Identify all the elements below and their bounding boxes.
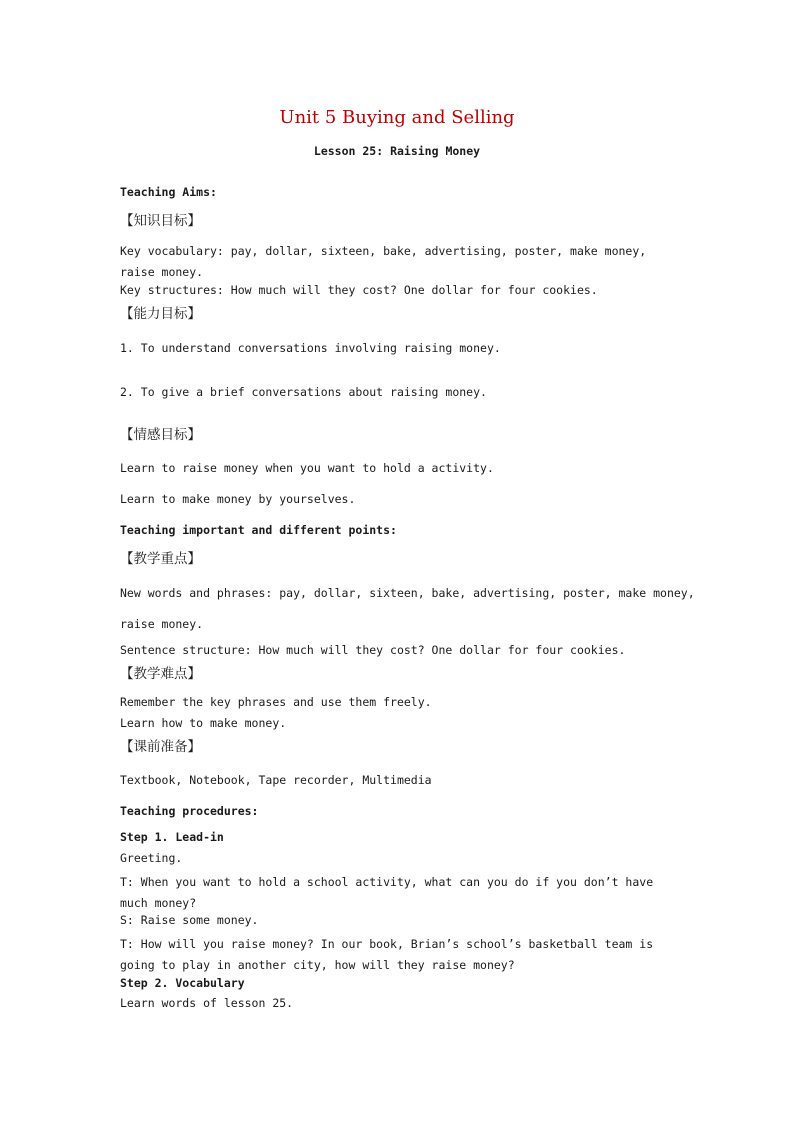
difficult-item-2: Learn how to make money.: [120, 716, 287, 730]
student-line: S: Raise some money.: [120, 913, 259, 927]
greeting-line: Greeting.: [120, 851, 183, 865]
key-vocabulary: Key vocabulary: pay, dollar, sixteen, bake, advertising, poster, make money, raise money.: [120, 244, 647, 279]
new-words-line-2: raise money.: [120, 617, 204, 631]
difficult-points-heading: 【教学难点】: [120, 666, 201, 682]
teacher-line-1: T: When you want to hold a school activity, what can you do if you don’t have much money?: [120, 875, 654, 910]
teaching-aims-heading: Teaching Aims:: [120, 185, 217, 199]
step-2-heading: Step 2. Vocabulary: [120, 976, 245, 990]
key-structures: Key structures: How much will they cost? One dollar for four cookies.: [120, 283, 598, 297]
step-1-heading: Step 1. Lead-in: [120, 830, 224, 844]
emotion-goal-heading: 【情感目标】: [120, 427, 201, 443]
important-points-heading: Teaching important and different points:: [120, 523, 397, 537]
ability-item-1: 1. To understand conversations involving raising money.: [120, 341, 501, 355]
emotion-item-2: Learn to make money by yourselves.: [120, 492, 356, 506]
ability-goal-heading: 【能力目标】: [120, 306, 201, 322]
preparation-heading: 【课前准备】: [120, 739, 201, 755]
sentence-structure: Sentence structure: How much will they cost? One dollar for four cookies.: [120, 643, 626, 657]
key-points-heading: 【教学重点】: [120, 551, 201, 567]
ability-item-2: 2. To give a brief conversations about raising money.: [120, 385, 487, 399]
new-words-line-1: New words and phrases: pay, dollar, sixteen, bake, advertising, poster, make money,: [120, 586, 695, 600]
page-title: Unit 5 Buying and Selling: [279, 107, 515, 128]
difficult-item-1: Remember the key phrases and use them freely.: [120, 695, 432, 709]
lesson-subtitle: Lesson 25: Raising Money: [313, 144, 481, 158]
procedures-heading: Teaching procedures:: [120, 804, 259, 818]
preparation-list: Textbook, Notebook, Tape recorder, Multimedia: [120, 773, 432, 787]
teacher-line-2: T: How will you raise money? In our book, Brian’s school’s basketball team is going to play in another city, how will they raise money?: [120, 937, 654, 972]
step-2-text: Learn words of lesson 25.: [120, 996, 294, 1010]
emotion-item-1: Learn to raise money when you want to hold a activity.: [120, 461, 494, 475]
knowledge-goal-heading: 【知识目标】: [120, 213, 201, 229]
